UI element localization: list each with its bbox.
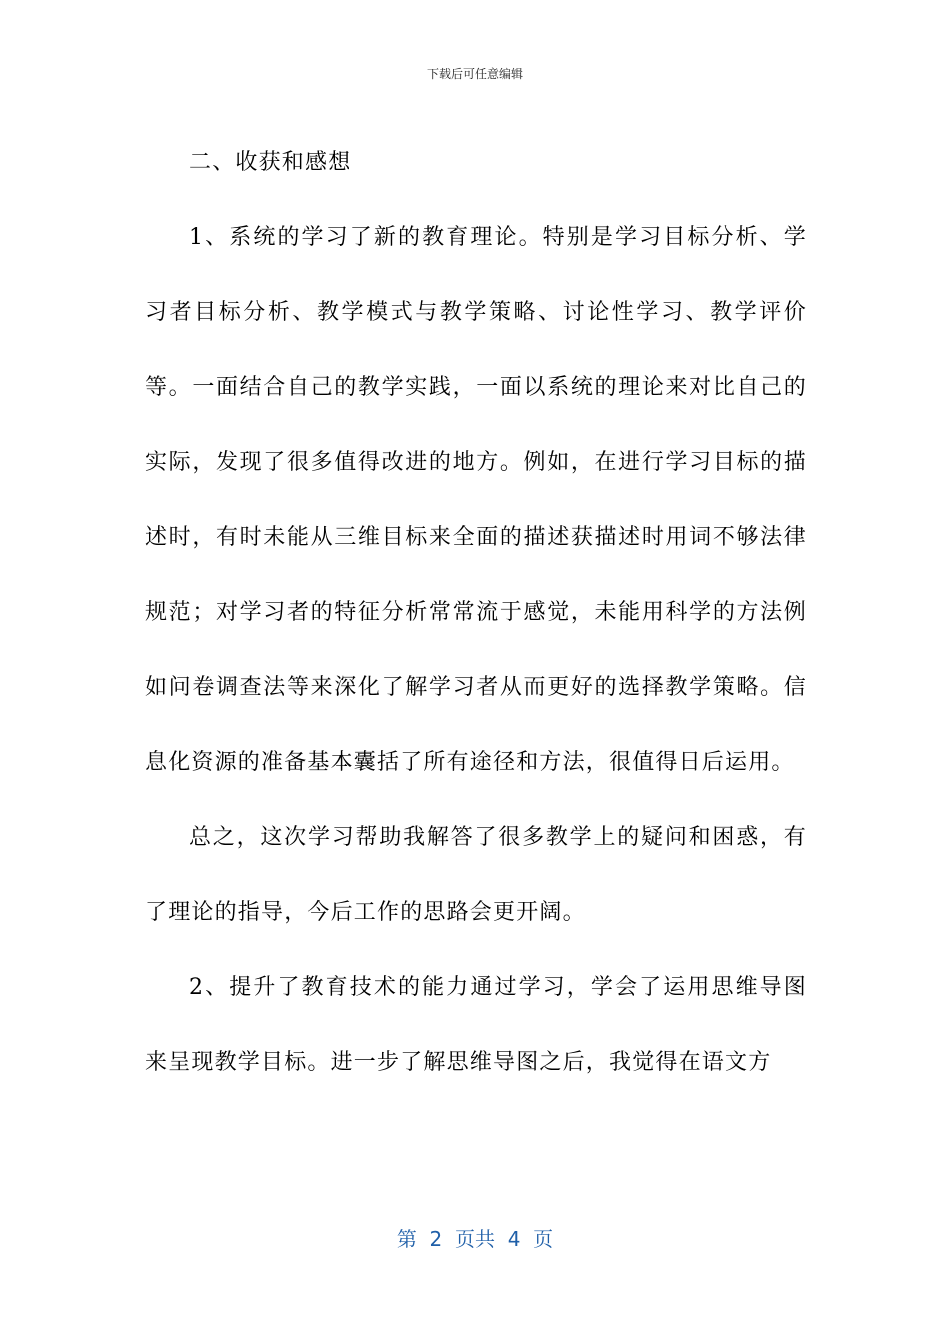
paragraph-2: 总之，这次学习帮助我解答了很多教学上的疑问和困惑，有了理论的指导，今后工作的思路会更开阔。 <box>145 825 807 925</box>
paragraph-1: 1、系统的学习了新的教育理论。特别是学习目标分析、学习者目标分析、教学模式与教学策略、讨论性学习、教学评价等。一面结合自己的教学实践，一面以系统的理论来对比自己的实际，发现了很多值得改进的地方。例如，在进行学习目标的描述时，有时未能从三维目标来全面的描述获描述时用词不够法律规范；对学习者的特征分析常常流于感觉，未能用科学的方法例如问卷调查法等来深化了解学习者从而更好的选择教学策略。信息化资源的准备基本囊括了所有途径和方法，很值得日后运用。 <box>145 225 807 775</box>
page-header-note: 下载后可任意编辑 <box>426 67 523 81</box>
section-heading: 二、收获和感想 <box>189 150 352 175</box>
paragraph-3: 2、提升了教育技术的能力通过学习，学会了运用思维导图来呈现教学目标。进一步了解思维导图之后，我觉得在语文方 <box>145 975 807 1075</box>
page-number-footer: 第 2 页共 4 页 <box>396 1227 554 1251</box>
document-body <box>145 125 807 1100</box>
